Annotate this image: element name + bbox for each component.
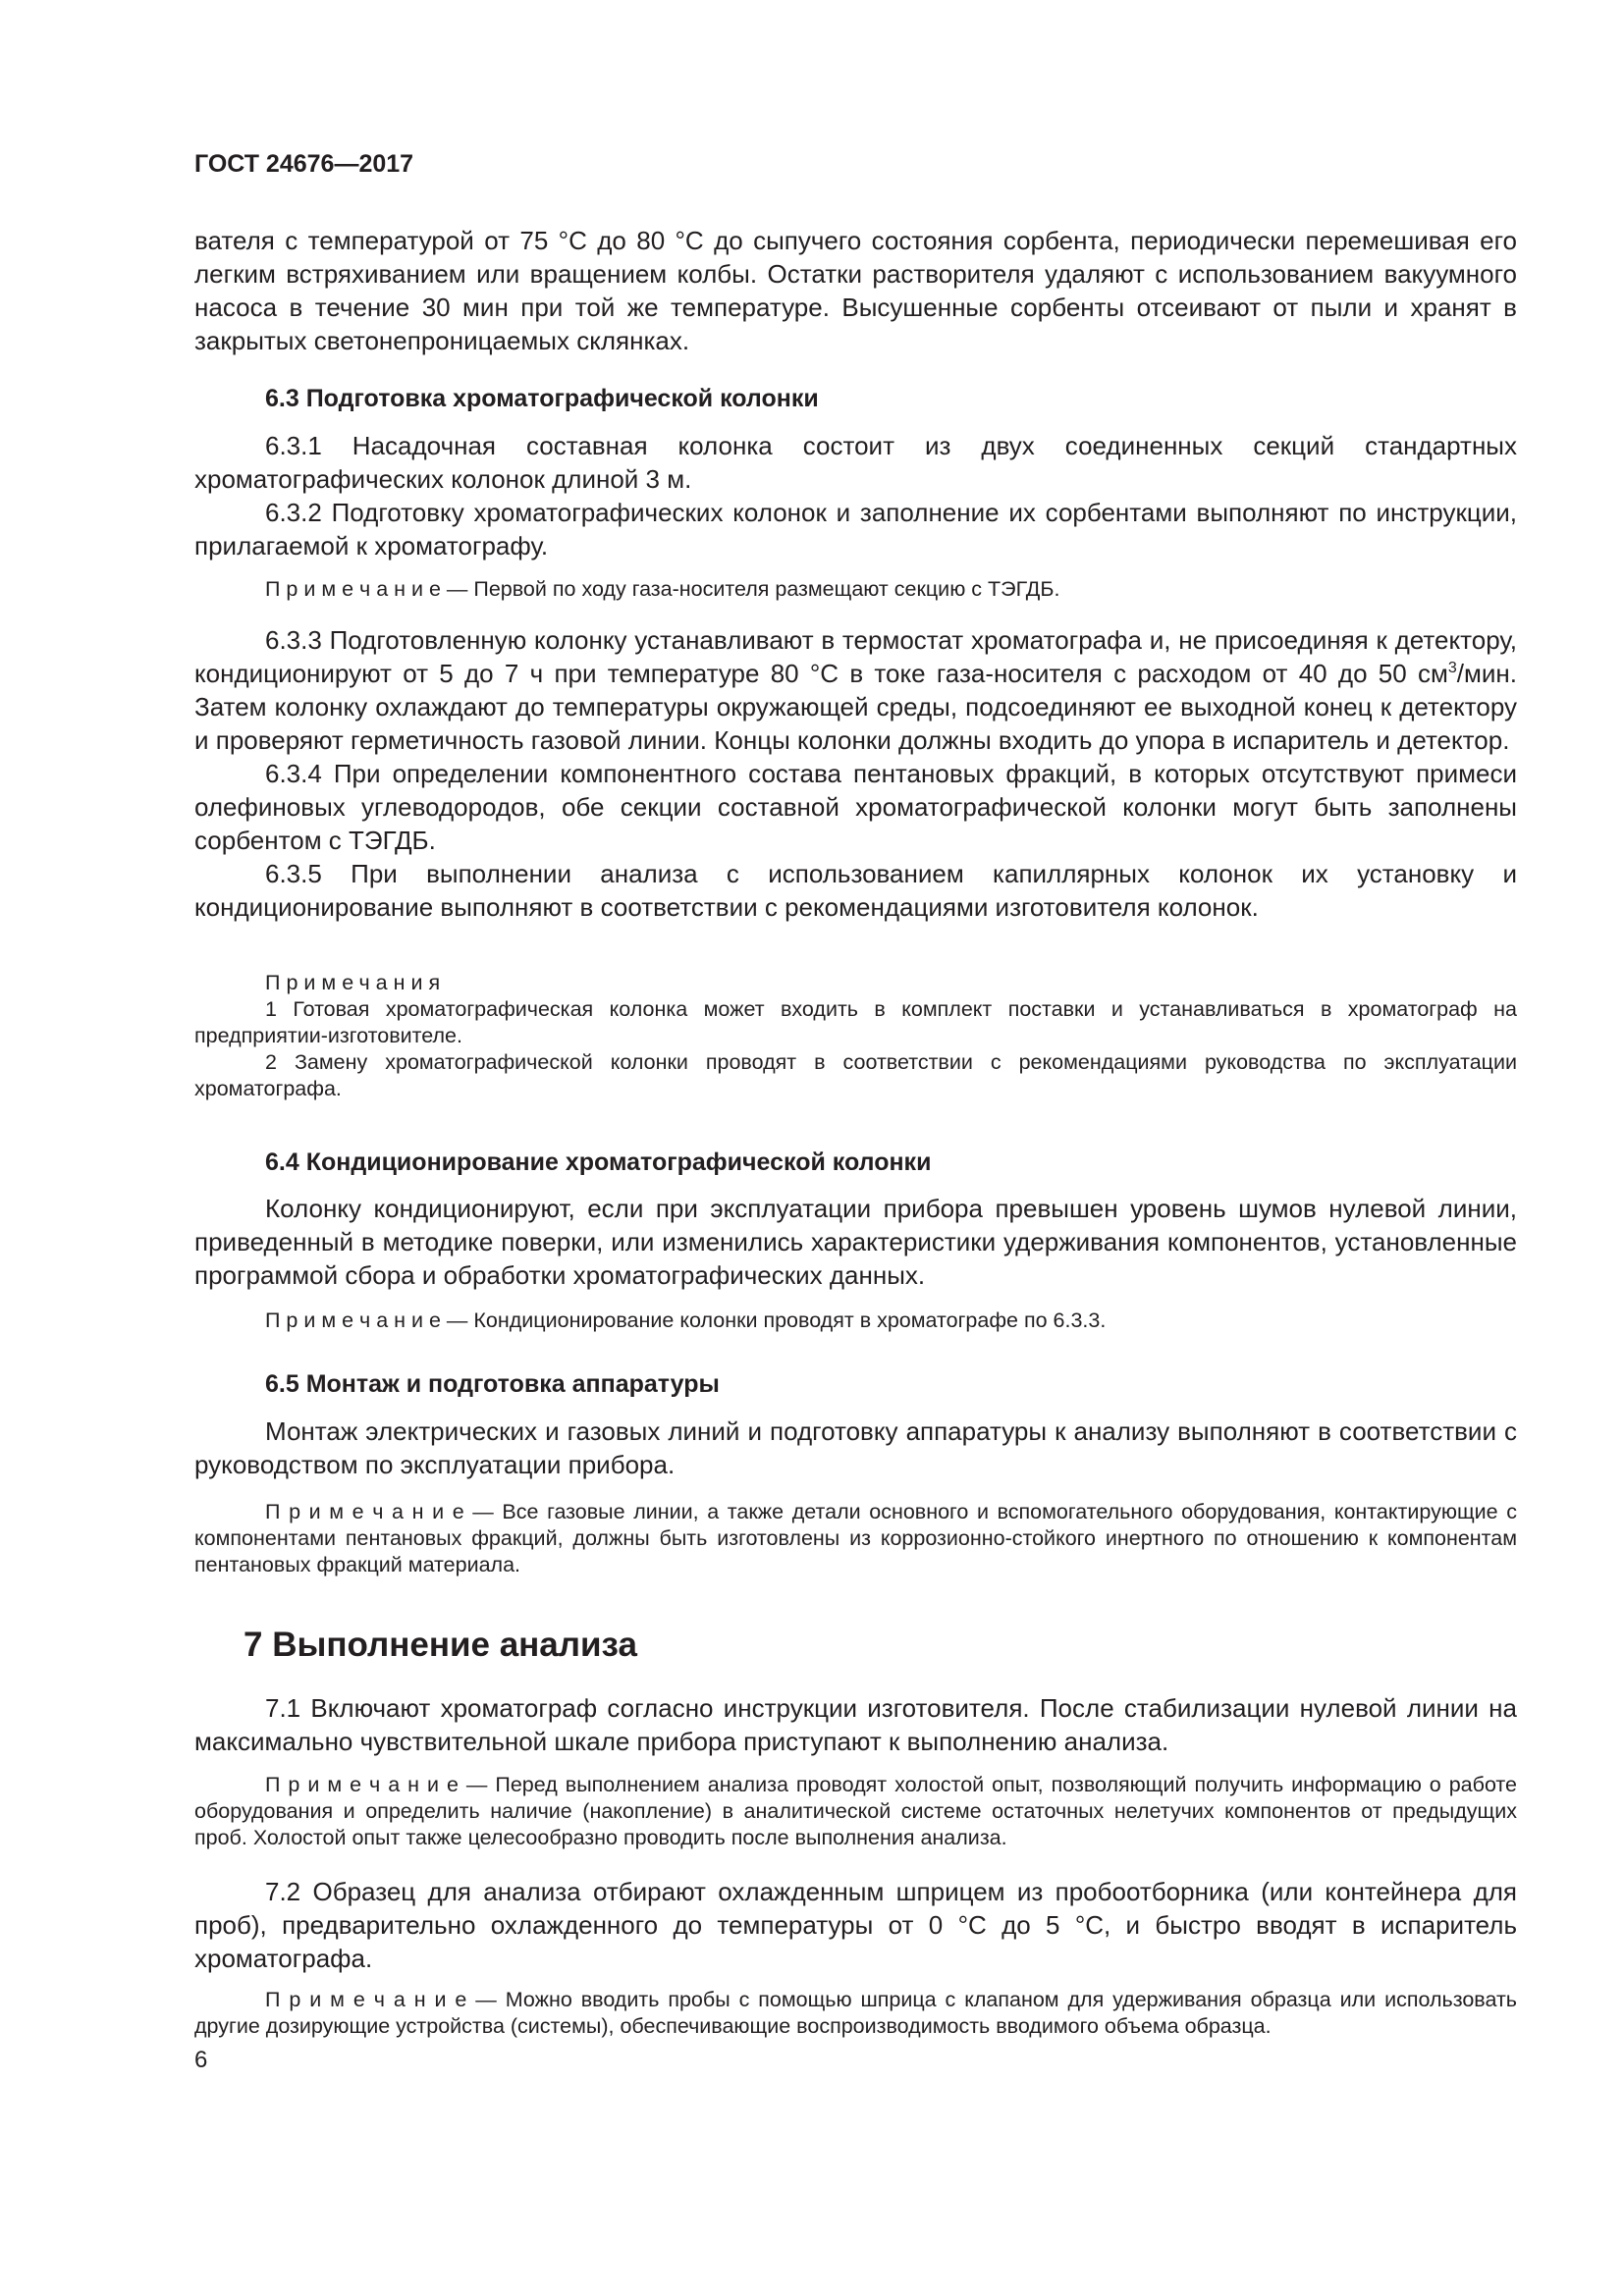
paragraph-6-3-5: 6.3.5 При выполнении анализа с использованием капиллярных колонок их установку и кондиционирование выполняют в соответствии с рекомендациями изготовителя колонок. [194,859,1517,922]
section-7-heading: 7 Выполнение анализа [244,1626,637,1664]
section-6-4-heading: 6.4 Кондиционирование хроматографической колонки [265,1148,932,1176]
note-label: П р и м е ч а н и е — [265,1500,494,1523]
note-6-3 [194,576,1517,603]
page-number: 6 [194,2047,208,2073]
notes-6-3 [194,970,1517,1102]
note-text: Можно вводить пробы с помощью шприца с клапаном для удерживания образца или использовать другие дозирующие устройства (системы), обеспечивающие воспроизводимость вводимого объема образца. [194,1988,1517,2038]
note-6-5 [194,1499,1517,1578]
paragraph-6-3-2: 6.3.2 Подготовку хроматографических колонок и заполнение их сорбентами выполняют по инструкции, прилагаемой к хроматографу. [194,498,1517,561]
section-6-3-body [194,429,1517,562]
paragraph-6-3-3 [194,623,1517,757]
section-7-body [194,1691,1517,1758]
paragraph-text: 6.3.3 Подготовленную колонку устанавливают в термостат хроматографа и, не присоединяя к детектору, кондиционируют от 5 до 7 ч при температуре 80 °С в токе газа-носителя с расходом от 40 до 50 см [194,625,1517,688]
note-text: Все газовые линии, а также детали основного и вспомогательного оборудования, контактирующие с компонентами пентановых фракций, должны быть изготовлены из коррозионно-стойкого инертного по отношению к компонентам пентановых фракций материала. [194,1500,1517,1576]
notes-heading: Примечания [265,971,447,994]
note-label: П р и м е ч а н и е — [265,1773,488,1796]
superscript: 3 [1447,660,1457,676]
document-code: ГОСТ 24676—2017 [194,150,414,178]
note-label: П р и м е ч а н и е — [265,577,468,601]
note-item-2: 2 Замену хроматографической колонки проводят в соответствии с рекомендациями руководства по эксплуатации хроматографа. [194,1050,1517,1100]
note-7-1 [194,1772,1517,1851]
intro-paragraph [194,224,1517,357]
note-text: Кондиционирование колонки проводят в хроматографе по 6.3.3. [467,1308,1107,1332]
note-7-2 [194,1987,1517,2040]
paragraph-7-1: 7.1 Включают хроматограф согласно инструкции изготовителя. После стабилизации нулевой линии на максимально чувствительной шкале прибора приступают к выполнению анализа. [194,1693,1517,1756]
paragraph: Колонку кондиционируют, если при эксплуатации прибора превышен уровень шумов нулевой линии, приведенный в методике поверки, или изменились характеристики удерживания компонентов, установленные программой сбора и обработки хроматографических данных. [194,1194,1517,1290]
paragraph: вателя с температурой от 75 °С до 80 °С до сыпучего состояния сорбента, периодически перемешивая его легким встряхиванием или вращением колбы. Остатки растворителя удаляют с использованием вакуумного насоса в течение 30 мин при той же температуре. Высушенные сорбенты отсеивают от пыли и хранят в закрытых светонепроницаемых склянках. [194,226,1517,355]
note-label: П р и м е ч а н и е — [265,1988,497,2011]
section-6-3-body-continued [194,623,1517,924]
paragraph-text: /мин. Затем колонку охлаждают до температуры окружающей среды, подсоединяют ее выходной конец к детектору и проверяют герметичность газовой линии. Концы колонки должны входить до упора в испаритель и детектор. [194,659,1517,755]
note-6-4 [194,1308,1517,1334]
note-text: Первой по ходу газа-носителя размещают секцию с ТЭГДБ. [467,577,1060,601]
note-label: П р и м е ч а н и е — [265,1308,468,1332]
section-6-3-heading: 6.3 Подготовка хроматографической колонки [265,385,819,412]
section-7-body-continued [194,1875,1517,1975]
section-6-5-body [194,1415,1517,1481]
section-6-5-heading: 6.5 Монтаж и подготовка аппаратуры [265,1370,720,1398]
note-item-1: 1 Готовая хроматографическая колонка может входить в комплект поставки и устанавливаться в хроматограф на предприятии-изготовителе. [194,997,1517,1047]
paragraph-6-3-4: 6.3.4 При определении компонентного состава пентановых фракций, в которых отсутствуют примеси олефиновых углеводородов, обе секции составной хроматографической колонки могут быть заполнены сорбентом с ТЭГДБ. [194,759,1517,855]
note-text: Перед выполнением анализа проводят холостой опыт, позволяющий получить информацию о работе оборудования и определить наличие (накопление) в аналитической системе остаточных нелетучих компонентов от предыдущих проб. Холостой опыт также целесообразно проводить после выполнения анализа. [194,1773,1518,1849]
paragraph-6-3-1: 6.3.1 Насадочная составная колонка состоит из двух соединенных секций стандартных хроматографических колонок длиной 3 м. [194,431,1517,494]
paragraph: Монтаж электрических и газовых линий и подготовку аппаратуры к анализу выполняют в соответствии с руководством по эксплуатации прибора. [194,1416,1517,1479]
section-6-4-body [194,1192,1517,1292]
paragraph-7-2: 7.2 Образец для анализа отбирают охлажденным шприцем из пробоотборника (или контейнера для проб), предварительно охлажденного до температуры от 0 °С до 5 °С, и быстро вводят в испаритель хроматографа. [194,1877,1517,1973]
